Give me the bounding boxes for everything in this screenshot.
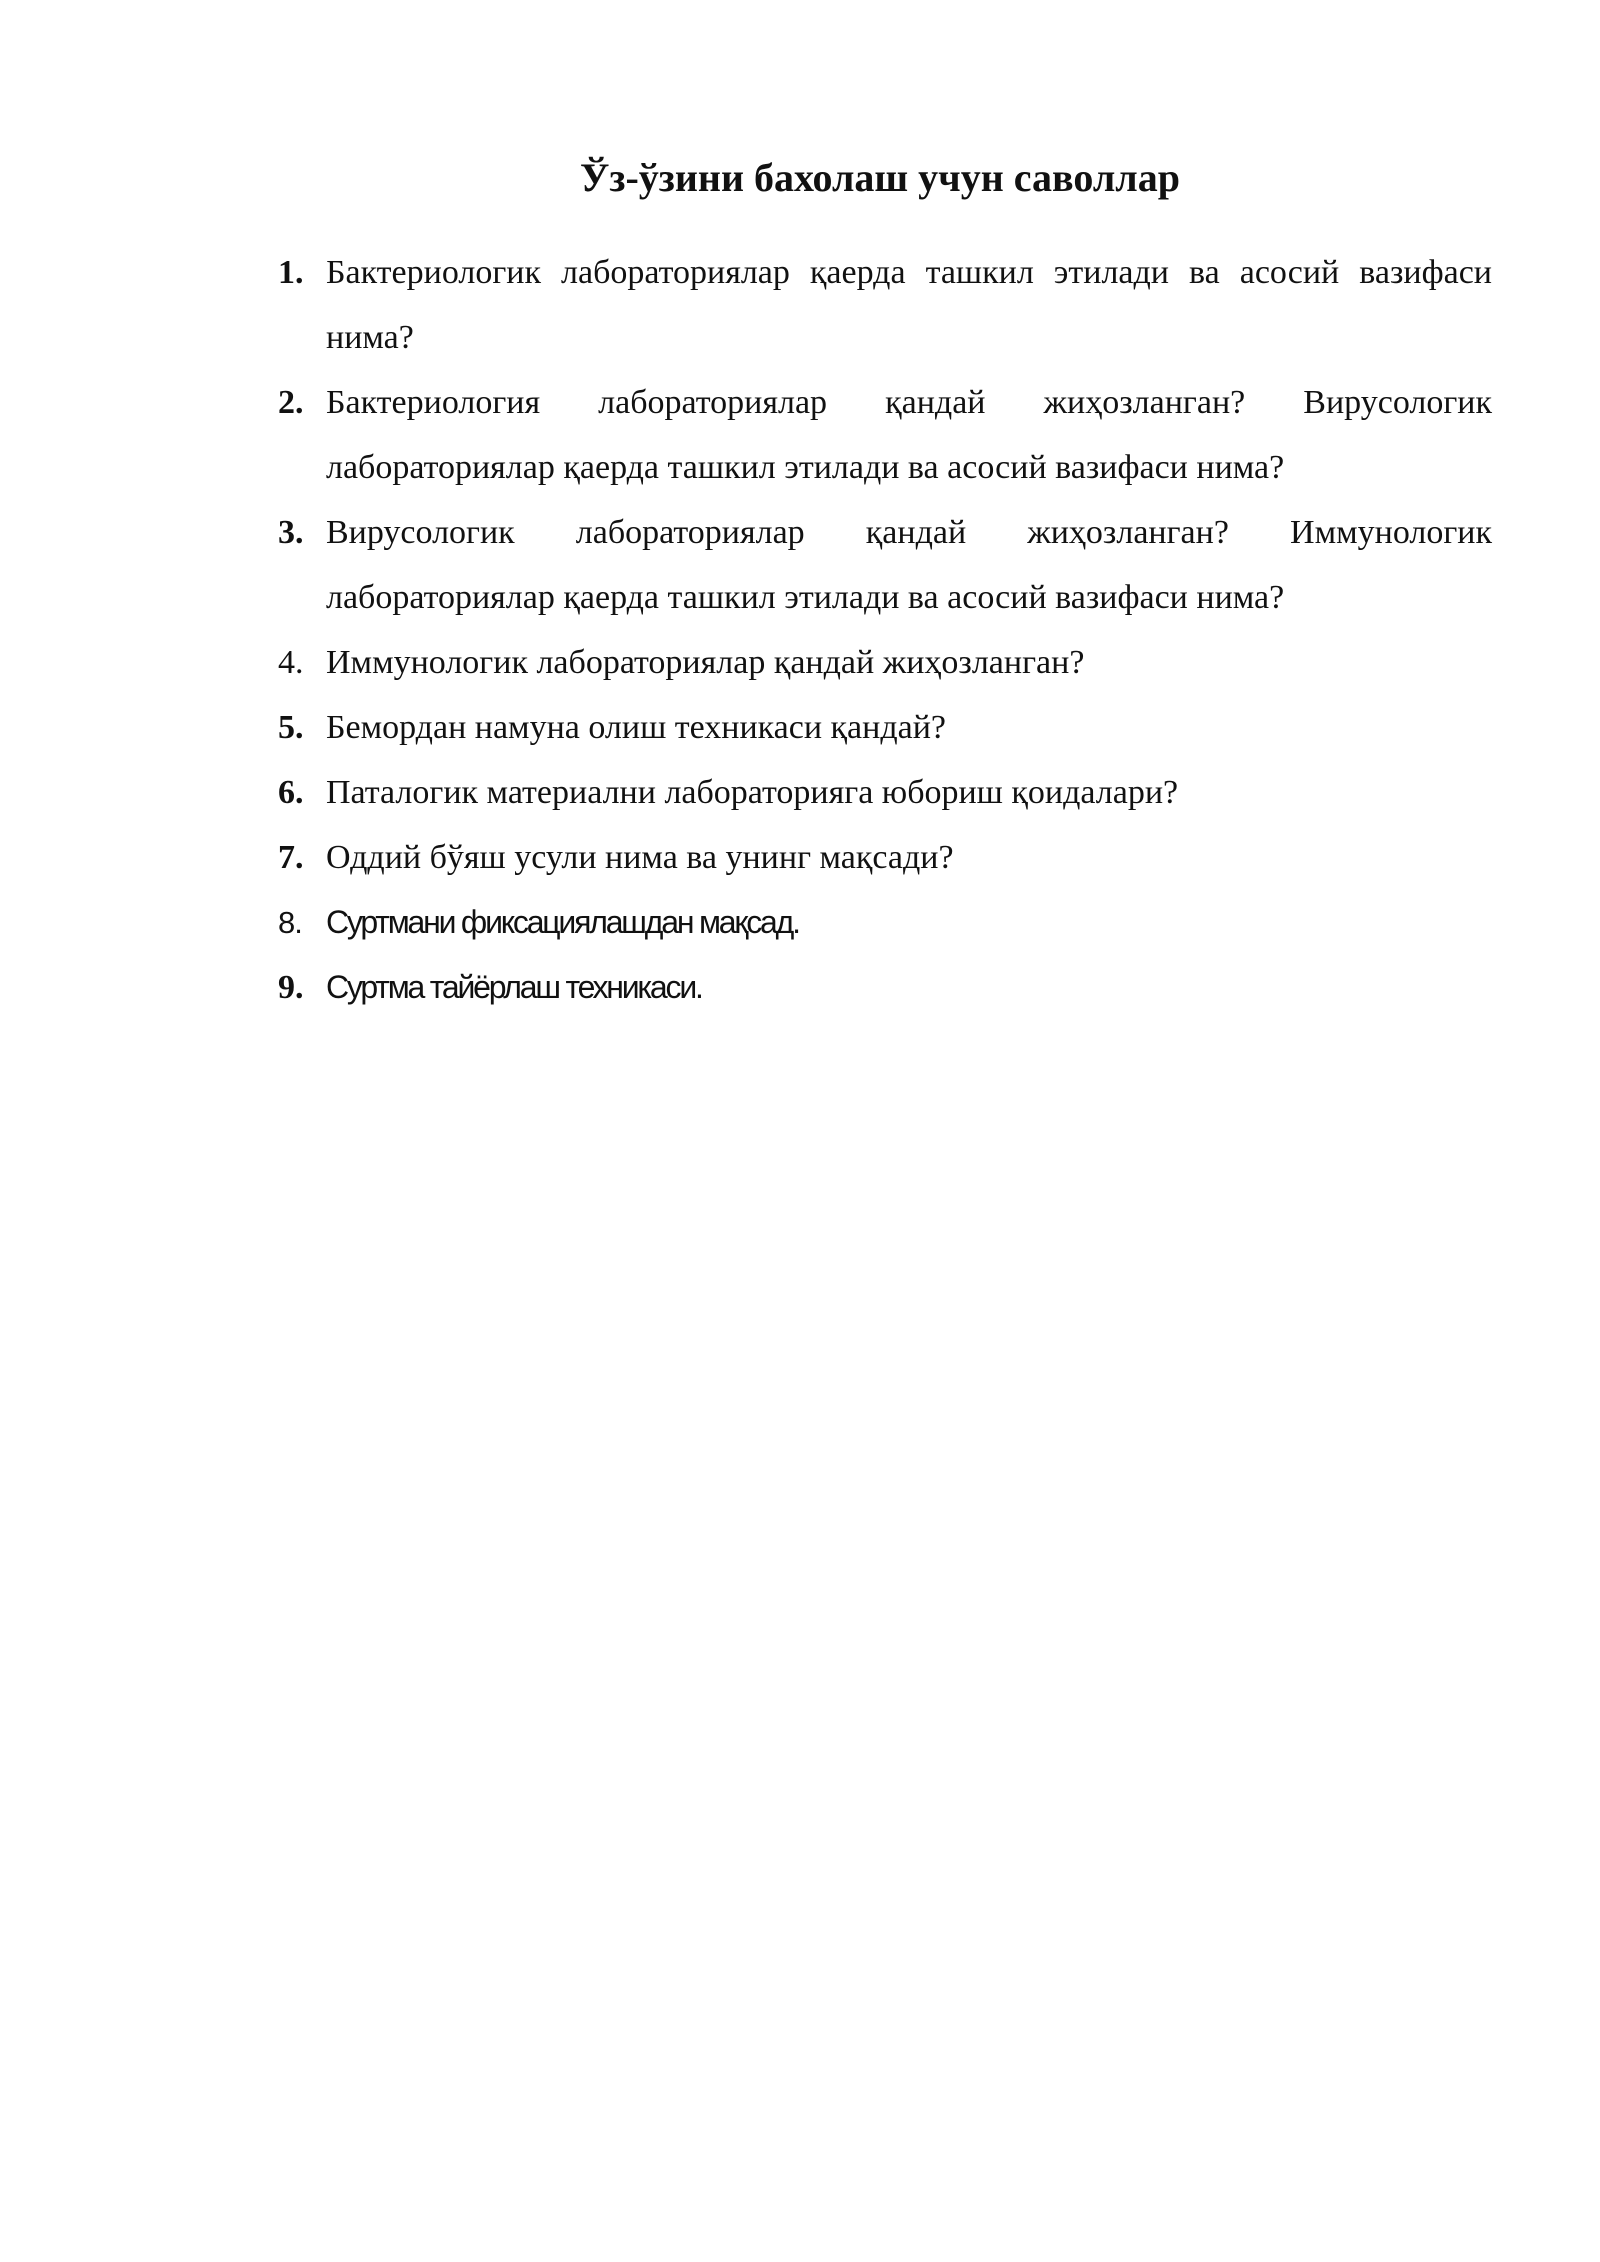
question-text: Бактериология лабораториялар қандай жиҳозланган? Вирусологик лабораториялар қаерда ташкил этилади ва асосий вазифаси нима? [326,384,1492,486]
question-item [270,370,1492,500]
question-item [270,825,1492,890]
question-item [270,890,1492,955]
question-number: 4. [278,644,304,681]
question-text: Паталогик материални лабораторияга юбориш қоидалари? [326,774,1179,811]
question-number: 7. [278,839,304,876]
page-title: Ўз-ўзини бахолаш учун саволлар [580,155,1180,200]
question-number: 6. [278,774,304,811]
question-item [270,955,1492,1020]
question-number: 3. [278,514,304,551]
question-text: Бемордан намуна олиш техникаси қандай? [326,709,947,746]
question-text: Суртма тайёрлаш техникаси. [326,969,702,1005]
question-item [270,630,1492,695]
question-number: 1. [278,254,304,291]
question-number: 8. [278,905,302,940]
question-text: Суртмани фиксациялашдан мақсад. [326,904,799,940]
question-item [270,500,1492,630]
question-number: 5. [278,709,304,746]
question-item [270,240,1492,370]
question-item [270,695,1492,760]
question-number: 2. [278,384,304,421]
question-text: Оддий бўяш усули нима ва унинг мақсади? [326,839,954,876]
question-item [270,760,1492,825]
question-text: Иммунологик лабораториялар қандай жиҳозланган? [326,644,1085,681]
question-list [270,240,1492,1020]
question-text: Вирусологик лабораториялар қандай жиҳозланган? Иммунологик лабораториялар қаерда ташкил этилади ва асосий вазифаси нима? [326,514,1492,616]
question-text: Бактериологик лабораториялар қаерда ташкил этилади ва асосий вазифаси нима? [326,254,1492,356]
question-number: 9. [278,969,304,1006]
